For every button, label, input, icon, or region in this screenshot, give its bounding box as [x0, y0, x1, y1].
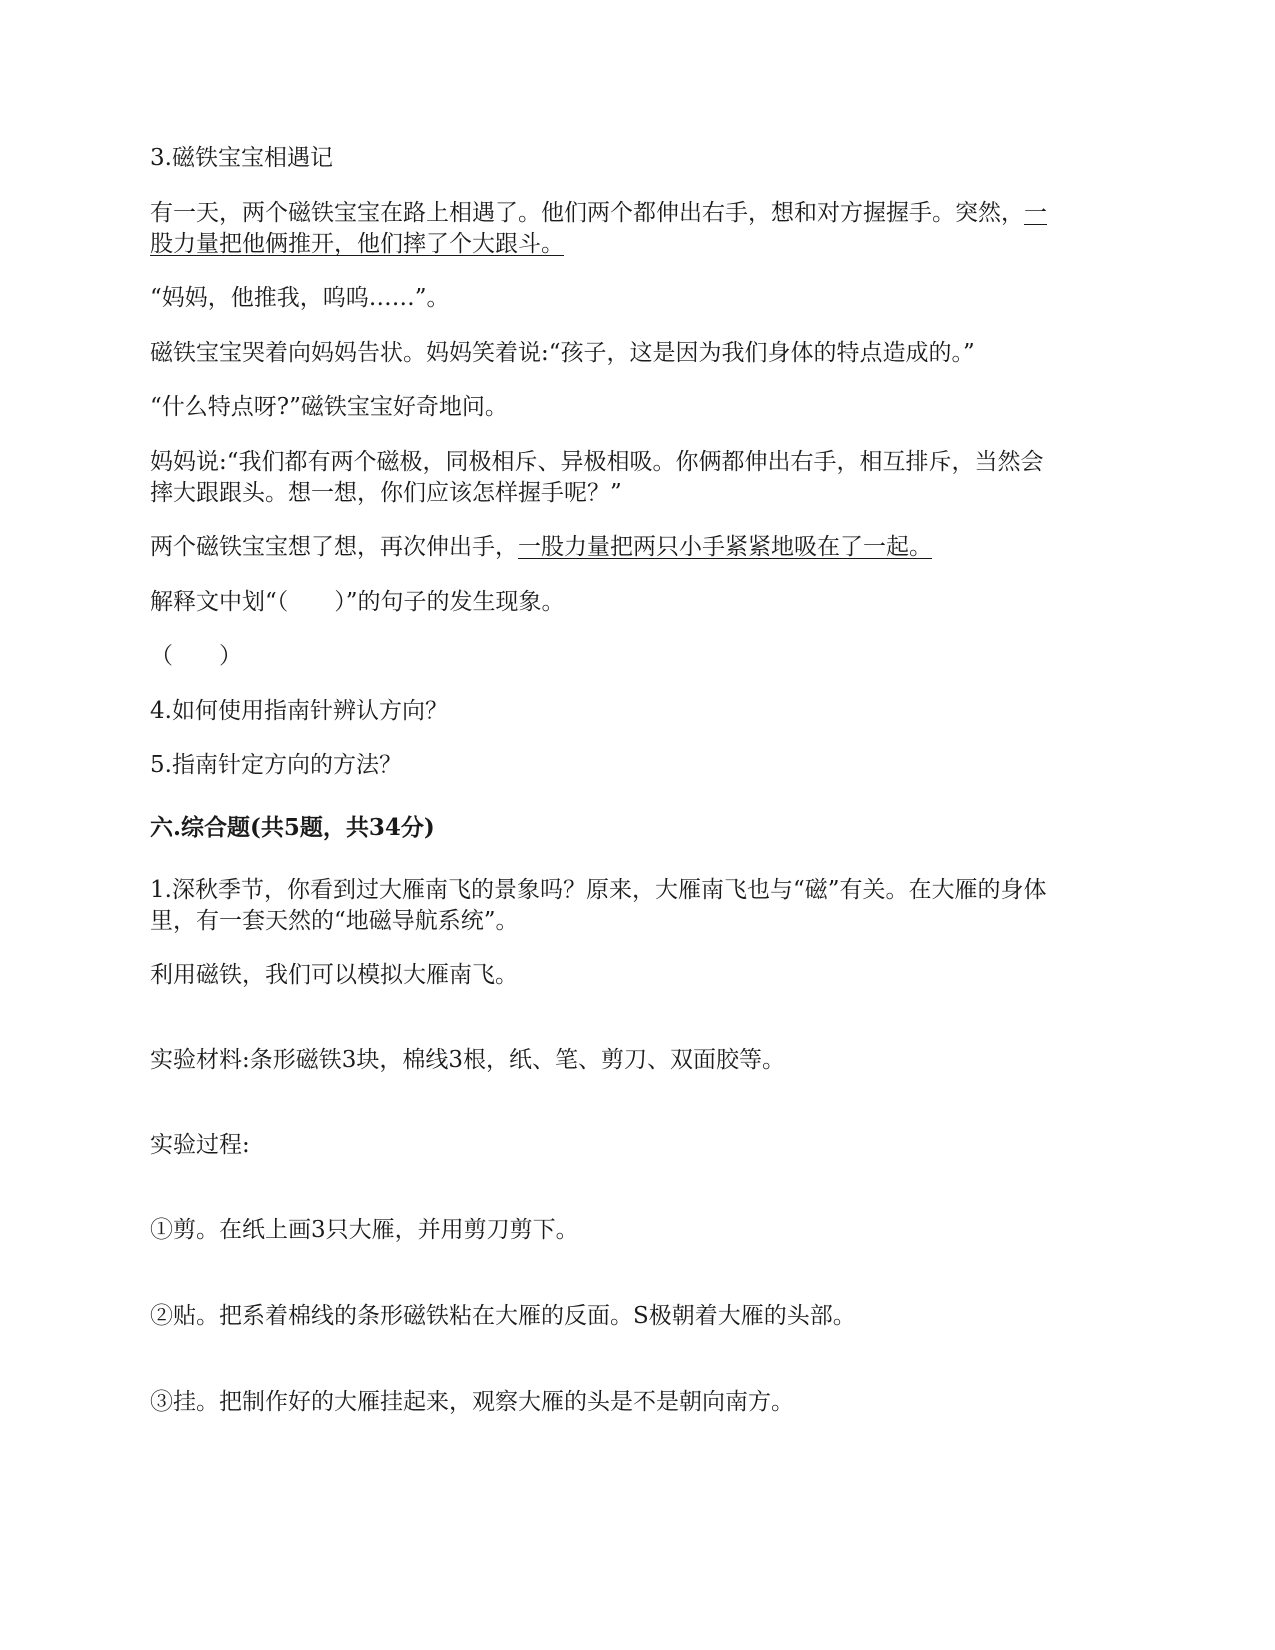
- question-4: 4.如何使用指南针辨认方向？: [150, 698, 448, 724]
- story-paragraph-1-line-1: [150, 197, 1130, 229]
- question-3-prompt: 解释文中划“（ ）”的句子的发生现象。: [150, 589, 565, 615]
- story-text: 有一天，两个磁铁宝宝在路上相遇了。他们两个都伸出右手，想和对方握握手。突然，: [150, 200, 1024, 226]
- story-paragraph-3: 磁铁宝宝哭着向妈妈告状。妈妈笑着说:“孩子，这是因为我们身体的特点造成的。”: [150, 340, 975, 366]
- experiment-step-2: ②贴。把系着棉线的条形磁铁粘在大雁的反面。S极朝着大雁的头部。: [150, 1303, 856, 1329]
- question-3-title: 3.磁铁宝宝相遇记: [150, 145, 333, 171]
- answer-blank: （ ）: [150, 643, 242, 669]
- story-paragraph-1-line-2: [150, 228, 1130, 260]
- section-6-q1-line-1: 1.深秋季节，你看到过大雁南飞的景象吗？原来，大雁南飞也与“磁”有关。在大雁的身体: [150, 877, 1047, 903]
- question-5: 5.指南针定方向的方法？: [150, 752, 402, 778]
- story-paragraph-5-line-2: 摔大跟跟头。想一想，你们应该怎样握手呢？”: [150, 480, 622, 506]
- story-paragraph-4: “什么特点呀?”磁铁宝宝好奇地问。: [150, 394, 508, 420]
- underlined-sentence: 一股力量把两只小手紧紧地吸在了一起。: [518, 534, 932, 560]
- underlined-sentence: 一: [1024, 200, 1047, 226]
- story-text: 两个磁铁宝宝想了想，再次伸出手，: [150, 534, 518, 560]
- underlined-sentence: 股力量把他俩推开，他们摔了个大跟斗。: [150, 231, 564, 257]
- section-6-heading: 六.综合题(共5题，共34分): [150, 814, 435, 841]
- section-6-q1-intro: 利用磁铁，我们可以模拟大雁南飞。: [150, 962, 518, 988]
- experiment-process-label: 实验过程:: [150, 1132, 250, 1158]
- story-paragraph-2: “妈妈，他推我，呜呜……”。: [150, 285, 450, 311]
- experiment-materials: 实验材料:条形磁铁3块，棉线3根，纸、笔、剪刀、双面胶等。: [150, 1047, 786, 1073]
- experiment-step-1: ①剪。在纸上画3只大雁，并用剪刀剪下。: [150, 1217, 579, 1243]
- experiment-step-3: ③挂。把制作好的大雁挂起来，观察大雁的头是不是朝向南方。: [150, 1389, 794, 1415]
- story-paragraph-5-line-1: 妈妈说:“我们都有两个磁极，同极相斥、异极相吸。你俩都伸出右手，相互排斥，当然会: [150, 449, 1044, 475]
- section-6-q1-line-2: 里，有一套天然的“地磁导航系统”。: [150, 908, 519, 934]
- story-paragraph-6: [150, 531, 1130, 563]
